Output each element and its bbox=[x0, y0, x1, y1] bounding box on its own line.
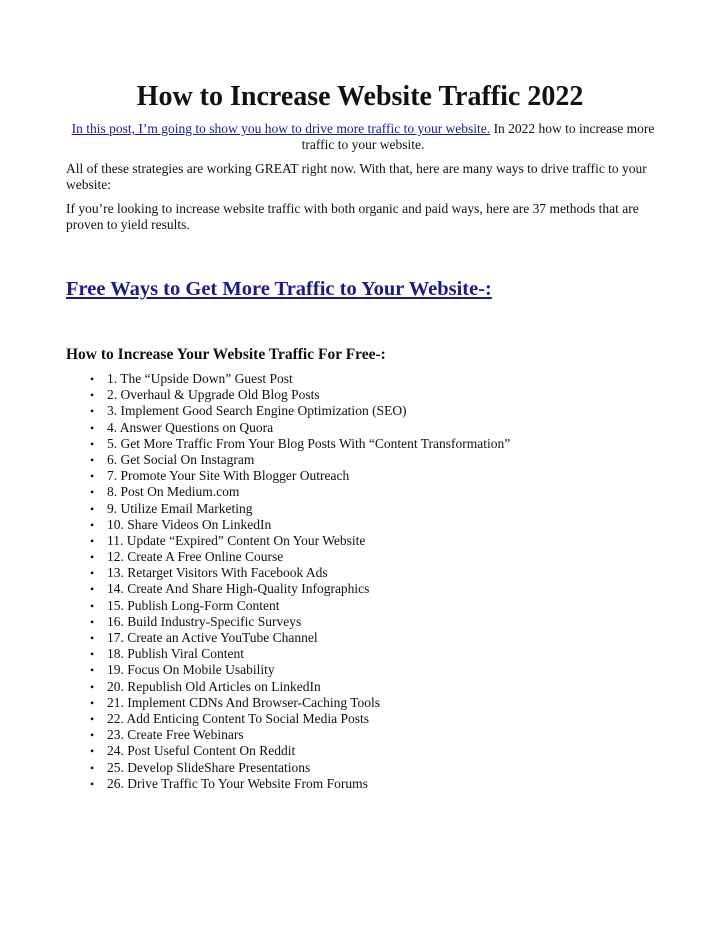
list-item-text: 19. Focus On Mobile Usability bbox=[107, 662, 275, 678]
bullet-icon: • bbox=[90, 501, 95, 516]
bullet-icon: • bbox=[90, 647, 95, 662]
bullet-icon: • bbox=[90, 388, 95, 403]
list-item-text: 26. Drive Traffic To Your Website From Forums bbox=[107, 775, 368, 791]
list-item bbox=[90, 420, 510, 436]
list-item-text: 10. Share Videos On LinkedIn bbox=[107, 516, 272, 532]
bullet-icon: • bbox=[90, 728, 95, 743]
list-item bbox=[90, 679, 510, 695]
list-item-text: 21. Implement CDNs And Browser-Caching Tools bbox=[107, 694, 381, 710]
bullet-icon: • bbox=[90, 582, 95, 597]
bullet-icon: • bbox=[90, 452, 95, 467]
list-item bbox=[90, 598, 510, 614]
list-item bbox=[90, 533, 510, 549]
bullet-icon: • bbox=[90, 663, 95, 678]
list-item bbox=[90, 387, 510, 403]
list-item-text: 20. Republish Old Articles on LinkedIn bbox=[107, 678, 321, 694]
list-item-text: 8. Post On Medium.com bbox=[107, 484, 240, 500]
list-item-text: 22. Add Enticing Content To Social Media Posts bbox=[107, 710, 370, 726]
list-item bbox=[90, 630, 510, 646]
list-item bbox=[90, 711, 510, 727]
bullet-icon: • bbox=[90, 420, 95, 435]
bullet-icon: • bbox=[90, 614, 95, 629]
bullet-icon: • bbox=[90, 631, 95, 645]
methods-list bbox=[90, 371, 510, 792]
list-item bbox=[90, 501, 510, 517]
list-item bbox=[90, 452, 510, 468]
section-heading bbox=[66, 276, 492, 302]
list-item-text: 14. Create And Share High-Quality Infographics bbox=[107, 581, 370, 597]
list-item-text: 25. Develop SlideShare Presentations bbox=[107, 759, 311, 775]
list-item-text: 4. Answer Questions on Quora bbox=[107, 419, 274, 435]
bullet-icon: • bbox=[90, 679, 95, 694]
list-item-text: 7. Promote Your Site With Blogger Outreach bbox=[107, 468, 350, 484]
bullet-icon: • bbox=[90, 469, 95, 484]
bullet-icon: • bbox=[90, 404, 95, 419]
list-item bbox=[90, 468, 510, 484]
bullet-icon: • bbox=[90, 760, 95, 775]
list-item bbox=[90, 695, 510, 711]
bullet-icon: • bbox=[90, 550, 95, 565]
list-item-text: 6. Get Social On Instagram bbox=[107, 451, 255, 467]
list-item bbox=[90, 743, 510, 759]
list-item-text: 3. Implement Good Search Engine Optimization (SEO) bbox=[107, 403, 407, 419]
paragraph-methods: If you’re looking to increase website traffic with both organic and paid ways, here are 37 methods that are proven to yield results. bbox=[66, 201, 639, 232]
page-title: How to Increase Website Traffic 2022 bbox=[136, 81, 584, 112]
list-item-text: 5. Get More Traffic From Your Blog Posts With “Content Transformation” bbox=[107, 435, 511, 451]
list-item-text: 24. Post Useful Content On Reddit bbox=[107, 743, 296, 759]
list-item bbox=[90, 614, 510, 630]
list-item bbox=[90, 581, 510, 597]
bullet-icon: • bbox=[90, 436, 95, 451]
sub-heading: How to Increase Your Website Traffic For Free-: bbox=[66, 346, 386, 363]
list-item bbox=[90, 760, 510, 776]
bullet-icon: • bbox=[90, 485, 95, 500]
list-item bbox=[90, 727, 510, 743]
list-item bbox=[90, 371, 510, 387]
list-item-text: 23. Create Free Webinars bbox=[107, 727, 244, 743]
bullet-icon: • bbox=[90, 533, 95, 548]
list-item-text: 2. Overhaul & Upgrade Old Blog Posts bbox=[107, 387, 320, 403]
list-item bbox=[90, 549, 510, 565]
bullet-icon: • bbox=[90, 744, 95, 759]
intro-paragraph bbox=[66, 121, 660, 153]
list-item-text: 11. Update “Expired” Content On Your Website bbox=[107, 532, 366, 548]
bullet-icon: • bbox=[90, 598, 95, 613]
list-item-text: 15. Publish Long-Form Content bbox=[107, 597, 280, 613]
bullet-icon: • bbox=[90, 711, 95, 726]
list-item bbox=[90, 646, 510, 662]
bullet-icon: • bbox=[90, 372, 95, 386]
list-item-text: 13. Retarget Visitors With Facebook Ads bbox=[107, 565, 328, 581]
list-item bbox=[90, 484, 510, 500]
list-item bbox=[90, 403, 510, 419]
section-heading-link[interactable]: Free Ways to Get More Traffic to Your Website-: bbox=[66, 278, 492, 300]
list-item-text: 9. Utilize Email Marketing bbox=[107, 500, 253, 516]
bullet-icon: • bbox=[90, 566, 95, 581]
list-item-text: 1. The “Upside Down” Guest Post bbox=[107, 371, 293, 386]
bullet-icon: • bbox=[90, 695, 95, 710]
list-item bbox=[90, 565, 510, 581]
paragraph-strategies: All of these strategies are working GREAT right now. With that, here are many ways to drive traffic to your website: bbox=[66, 161, 647, 192]
list-item-text: 16. Build Industry-Specific Surveys bbox=[107, 613, 302, 629]
intro-text: In 2022 how to increase more traffic to your website. bbox=[301, 121, 655, 152]
intro-link[interactable]: In this post, I’m going to show you how to drive more traffic to your website. bbox=[71, 121, 491, 136]
list-item-text: 17. Create an Active YouTube Channel bbox=[107, 630, 318, 645]
list-item-text: 12. Create A Free Online Course bbox=[107, 549, 284, 565]
list-item bbox=[90, 776, 510, 792]
bullet-icon: • bbox=[90, 517, 95, 532]
bullet-icon: • bbox=[90, 776, 95, 791]
list-item bbox=[90, 436, 510, 452]
list-item bbox=[90, 662, 510, 678]
list-item-text: 18. Publish Viral Content bbox=[107, 646, 244, 662]
list-item bbox=[90, 517, 510, 533]
